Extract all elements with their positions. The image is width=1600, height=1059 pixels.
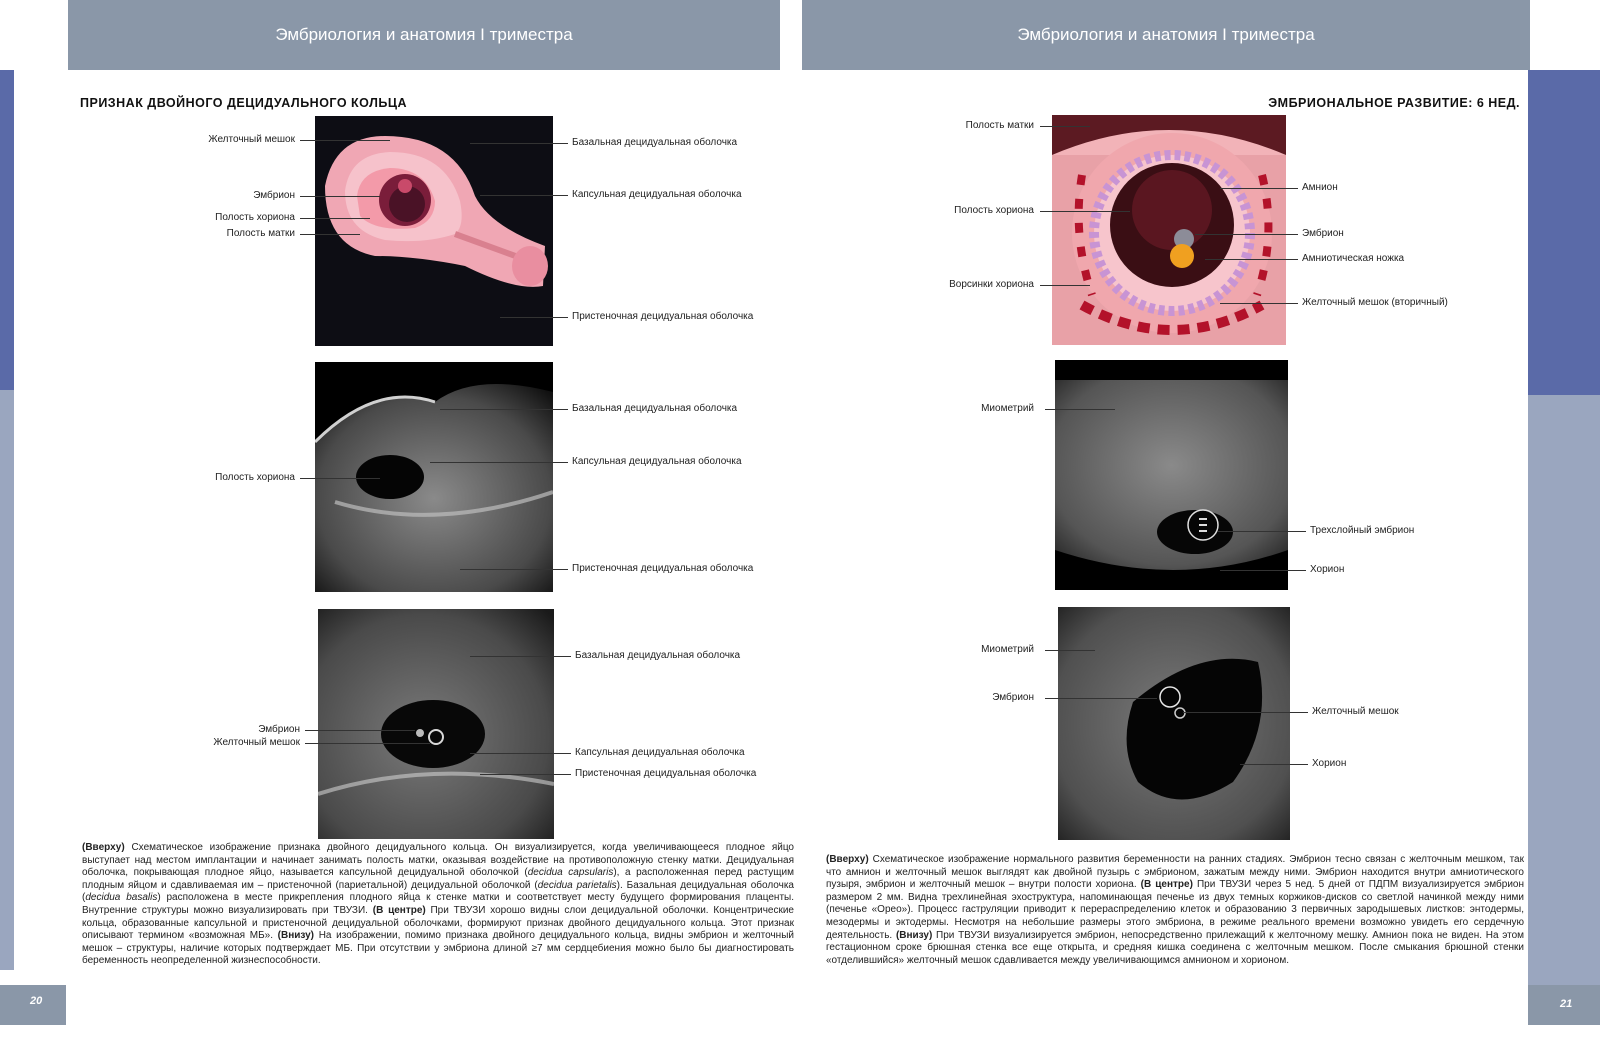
left-running-header: Эмбриология и анатомия I триместра — [68, 0, 780, 70]
leader-line — [470, 753, 571, 754]
right-side-accent — [1528, 70, 1600, 395]
leader-line — [480, 195, 568, 196]
label-basal-decidua: Базальная децидуальная оболочка — [572, 137, 738, 148]
leader-line — [500, 317, 568, 318]
leader-line — [440, 409, 568, 410]
label-parietal-decidua: Пристеночная децидуальная оболочка — [575, 768, 757, 779]
label-yolk-sac: Желточный мешок — [1312, 706, 1399, 717]
ultrasound-trilaminar-embryo — [1055, 360, 1288, 590]
leader-line — [1183, 712, 1308, 713]
right-page-number: 21 — [1560, 998, 1573, 1010]
label-secondary-yolk-sac: Желточный мешок (вторичный) — [1302, 297, 1448, 308]
label-chorion: Хорион — [1312, 758, 1347, 769]
label-parietal-decidua: Пристеночная децидуальная оболочка — [572, 311, 754, 322]
label-embryo: Эмбрион — [253, 190, 295, 201]
leader-line — [470, 143, 568, 144]
right-figure-caption: (Вверху) Схематическое изображение нормального развития беременности на ранних стадиях. Эмбрион тесно связан с желточным мешком, так что амнион и желточный мешок выглядят как двойной пузырь с эмбрионом, зажатым между ними. Эмбрион находится внутри амниотического пузыря, эмбрион и желточный мешок – внутри полости хориона. (В центре) При ТВУЗИ через 5 нед. 5 дней от ПДПМ визуализируется эмбрион размером 2 мм. Видна трехлинейная эхоструктура, напоминающая печенье из двух темных коржиков-дисков со светлой начинкой между ними (печенье «Орео»). Процесс гаструляции приводит к перераспределению клеток и образованию 3 первичных зародышевых листков: энтодермы, мезодермы и эктодермы. Несмотря на небольшие размеры этого эмбриона, в режиме реального времени возможно увидеть его сердечную деятельность. (Внизу) При ТВУЗИ визуализируется эмбрион, непосредственно прилежащий к желточному мешку. Амнион пока не виден. На этом гестационном сроке брюшная стенка все еще открыта, и средняя кишка соединена с желточным мешком. После смыкания брюшной стенки «отделившийся» желточный мешок сдавливается между увеличивающимся амнионом и хорионом. — [826, 854, 1525, 966]
embryo-6-weeks-schematic — [1052, 115, 1286, 345]
label-chorion: Хорион — [1310, 564, 1345, 575]
label-myometrium: Миометрий — [981, 644, 1034, 655]
label-basal-decidua: Базальная децидуальная оболочка — [575, 650, 741, 661]
leader-line — [480, 774, 571, 775]
left-page-number: 20 — [30, 995, 43, 1007]
leader-line — [1220, 188, 1298, 189]
leader-line — [1045, 409, 1115, 410]
label-uterine-cavity: Полость матки — [226, 228, 295, 239]
left-figure-caption: (Вверху) Схематическое изображение признака двойного децидуального кольца. Он визуализируется, когда увеличивающееся плодное яйцо выступает над местом имплантации и начинает занимать полость матки, оказывая воздействие на противоположную стенку матки. Децидуальная оболочка, покрывающая плодное яйцо, называется капсульной децидуальной оболочкой (decidua capsularis), а расположенная перед растущим плодным яйцом и сдавливаемая им – пристеночной (париетальной) децидуальной оболочкой (decidua parietalis). Базальная децидуальная оболочка (decidua basalis) расположена в месте прикрепления плодного яйца к стенке матки и соответствует месту будущего формирования плаценты. Внутренние структуры можно визуализировать при ТВУЗИ. (В центре) При ТВУЗИ хорошо видны слои децидуальной оболочки. Концентрические кольца, образованные капсульной и пристеночной децидуальной оболочками, формируют признак двойного децидуального кольца. Этот признак описывают термином «возможная МБ». (Внизу) На изображении, помимо признака двойного децидуального кольца, видны эмбрион и желточный мешок – структуры, наличие которых подтверждает МБ. При отсутствии у эмбриона длиной ≥7 мм сердцебиения можно было бы диагностировать беременность неопределенной жизнеспособности. — [82, 842, 794, 967]
leader-line — [1040, 211, 1130, 212]
right-running-header: Эмбриология и анатомия I триместра — [802, 0, 1530, 70]
leader-line — [1220, 570, 1306, 571]
label-myometrium: Миометрий — [981, 403, 1034, 414]
right-side-accent-lower — [1528, 395, 1600, 985]
label-trilaminar-embryo: Трехслойный эмбрион — [1310, 525, 1415, 536]
label-capsular-decidua: Капсульная децидуальная оболочка — [572, 456, 742, 467]
leader-line — [300, 478, 380, 479]
leader-line — [300, 218, 370, 219]
leader-line — [305, 743, 430, 744]
leader-line — [300, 196, 380, 197]
right-page — [800, 0, 1600, 1059]
leader-line — [1040, 126, 1090, 127]
label-capsular-decidua: Капсульная децидуальная оболочка — [575, 747, 745, 758]
left-side-accent-lower — [0, 390, 14, 970]
leader-line — [1045, 698, 1157, 699]
double-decidual-schematic — [315, 116, 553, 346]
leader-line — [1045, 650, 1095, 651]
label-embryo: Эмбрион — [1302, 228, 1344, 239]
label-parietal-decidua: Пристеночная децидуальная оболочка — [572, 563, 754, 574]
leader-line — [300, 234, 360, 235]
label-capsular-decidua: Капсульная децидуальная оболочка — [572, 189, 742, 200]
label-yolk-sac: Желточный мешок — [213, 737, 300, 748]
label-yolk-sac: Желточный мешок — [208, 134, 295, 145]
left-section-title: ПРИЗНАК ДВОЙНОГО ДЕЦИДУАЛЬНОГО КОЛЬЦА — [80, 96, 407, 110]
leader-line — [1195, 234, 1298, 235]
label-embryo: Эмбрион — [258, 724, 300, 735]
ultrasound-double-decidual-ring — [315, 362, 553, 592]
label-amnion: Амнион — [1302, 182, 1338, 193]
label-embryo: Эмбрион — [992, 692, 1034, 703]
leader-line — [1220, 303, 1298, 304]
leader-line — [1218, 531, 1306, 532]
label-chorion-cavity: Полость хориона — [215, 212, 295, 223]
label-chorion-villi: Ворсинки хориона — [949, 279, 1034, 290]
ultrasound-embryo-adjacent-yolk-sac — [1058, 607, 1290, 840]
label-uterine-cavity: Полость матки — [965, 120, 1034, 131]
left-side-accent — [0, 70, 14, 390]
leader-line — [300, 140, 390, 141]
leader-line — [460, 569, 568, 570]
leader-line — [470, 656, 571, 657]
ultrasound-embryo-yolk-sac — [318, 609, 554, 839]
leader-line — [1040, 285, 1090, 286]
leader-line — [430, 462, 568, 463]
leader-line — [305, 730, 415, 731]
leader-line — [1205, 259, 1298, 260]
label-chorion-cavity: Полость хориона — [215, 472, 295, 483]
label-amniotic-stalk: Амниотическая ножка — [1302, 253, 1405, 264]
leader-line — [1240, 764, 1308, 765]
right-section-title: ЭМБРИОНАЛЬНОЕ РАЗВИТИЕ: 6 НЕД. — [1268, 96, 1520, 110]
label-basal-decidua: Базальная децидуальная оболочка — [572, 403, 738, 414]
label-chorion-cavity: Полость хориона — [954, 205, 1034, 216]
